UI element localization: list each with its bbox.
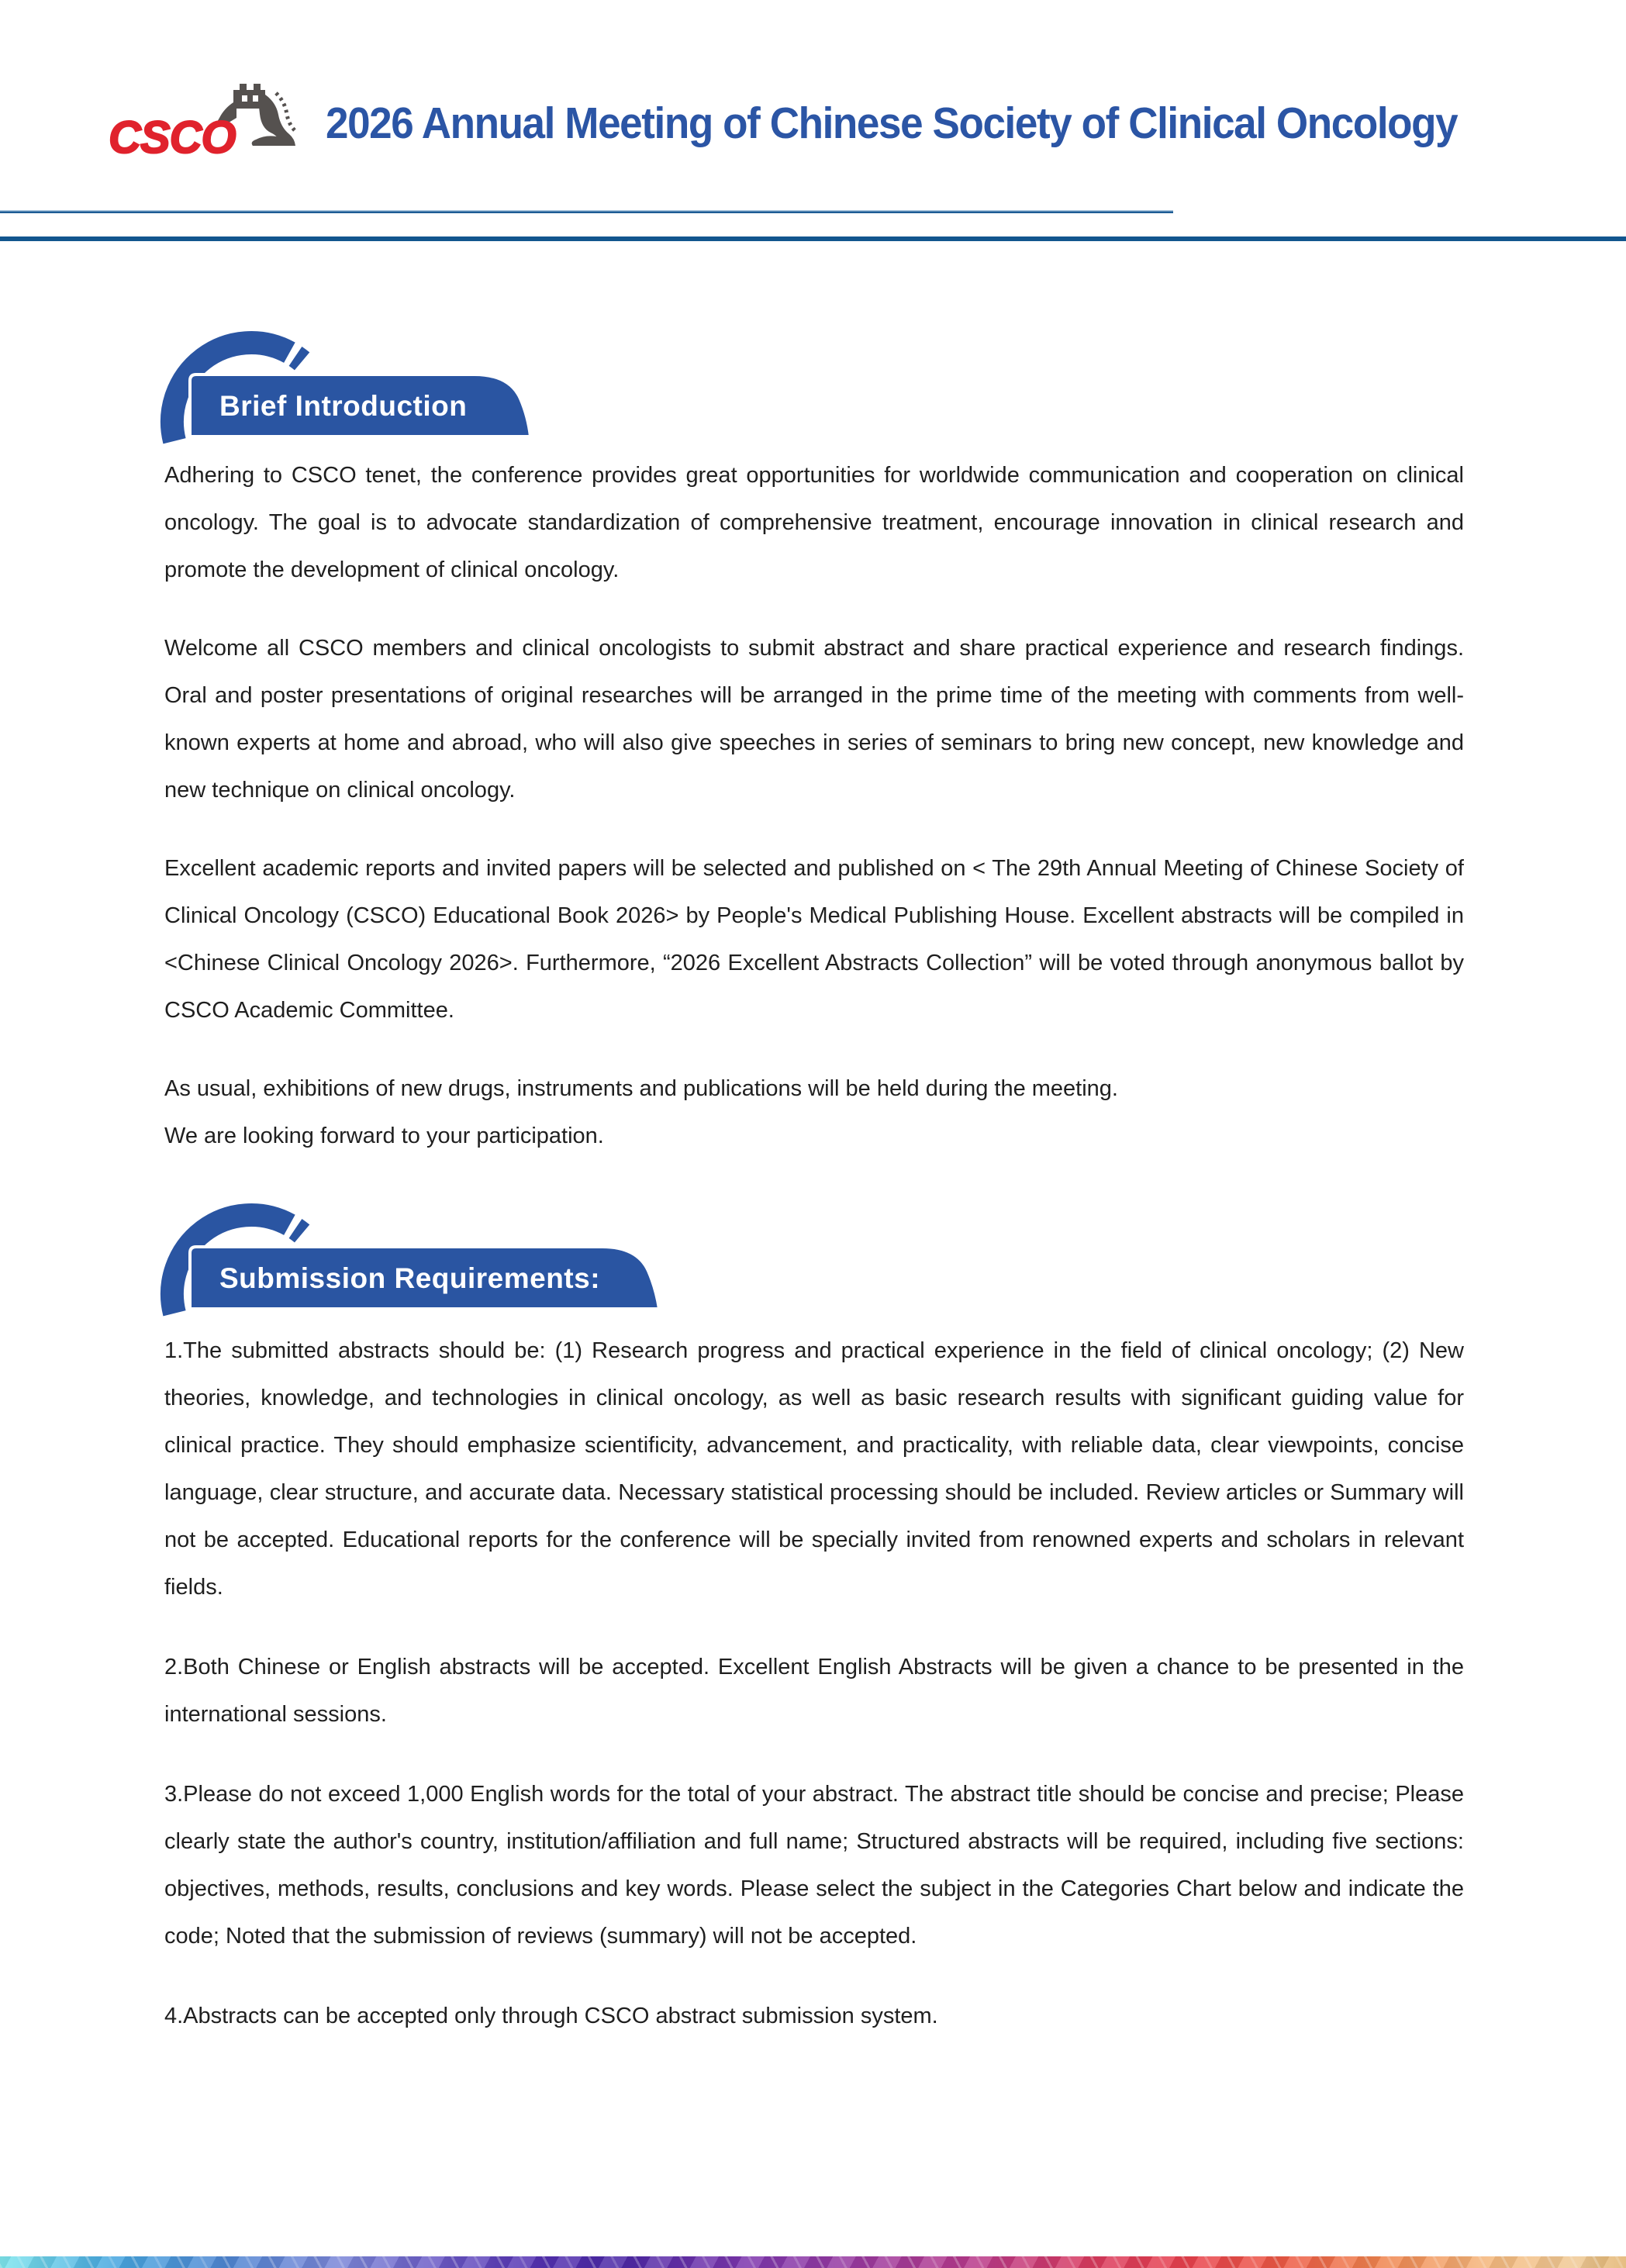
requirement-item: 2.Both Chinese or English abstracts will be accepted. Excellent English Abstracts will be given a chance to be presented in the international sessions.: [164, 1655, 1464, 1727]
requirement-item: 3.Please do not exceed 1,000 English words for the total of your abstract. The abstract title should be concise and precise; Please clearly state the author's country, institution/affiliation and full name; Structured abstracts will be required, including five sections: objectives, methods, results, conclusions and key words. Please select the subject in the Categories Chart below and indicate the code; Noted that the submission of reviews (summary) will not be accepted.: [164, 1782, 1464, 1949]
paragraph: Adhering to CSCO tenet, the conference provides great opportunities for worldwide communication and cooperation on clinical oncology. The goal is to advocate standardization of comprehensive treatment, encourage innovation in clinical research and promote the development of clinical oncology.: [164, 463, 1464, 582]
submission-requirements-section: [164, 1327, 1464, 2073]
brief-introduction-badge: [159, 326, 562, 450]
submission-requirements-badge: [159, 1198, 671, 1322]
paragraph: As usual, exhibitions of new drugs, instruments and publications will be held during the meeting.: [164, 1076, 1118, 1101]
paragraph: Excellent academic reports and invited papers will be selected and published on < The 29th Annual Meeting of Chinese Society of Clinical Oncology (CSCO) Educational Book 2026> by People's Medical Publishing House. Excellent abstracts will be compiled in <Chinese Clinical Oncology 2026>. Furthermore, “2026 Excellent Abstracts Collection” will be voted through anonymous ballot by CSCO Academic Committee.: [164, 856, 1464, 1023]
page-title: 2026 Annual Meeting of Chinese Society of Clinical Oncology: [326, 98, 1458, 148]
divider-thin-line: [0, 210, 1173, 213]
paragraph: Welcome all CSCO members and clinical oncologists to submit abstract and share practical experience and research findings. Oral and poster presentations of original researches will be arranged in the prime time of the meeting with comments from well-known experts at home and abroad, who will also give speeches in series of seminars to bring new concept, new knowledge and new technique on clinical oncology.: [164, 636, 1464, 803]
divider-thick-line: [0, 236, 1626, 241]
requirement-item: 1.The submitted abstracts should be: (1) Research progress and practical experience in the field of clinical oncology; (2) New theories, knowledge, and technologies in clinical oncology, as well as basic research results with significant guiding value for clinical practice. They should emphasize scientificity, advancement, and practicality, with reliable data, clear viewpoints, concise language, clear structure, and accurate data. Necessary statistical processing should be included. Review articles or Summary will not be accepted. Educational reports for the conference will be specially invited from renowned experts and scholars in relevant fields.: [164, 1338, 1464, 1600]
paragraph: We are looking forward to your participation.: [164, 1124, 604, 1148]
section-heading: Submission Requirements:: [219, 1262, 601, 1294]
brief-introduction-section: [164, 452, 1464, 1160]
csco-logo: CSCO: [109, 112, 236, 163]
footer-color-strip: [0, 2256, 1626, 2268]
section-heading: Brief Introduction: [219, 390, 468, 422]
requirement-item: 4.Abstracts can be accepted only through CSCO abstract submission system.: [164, 2004, 938, 2028]
